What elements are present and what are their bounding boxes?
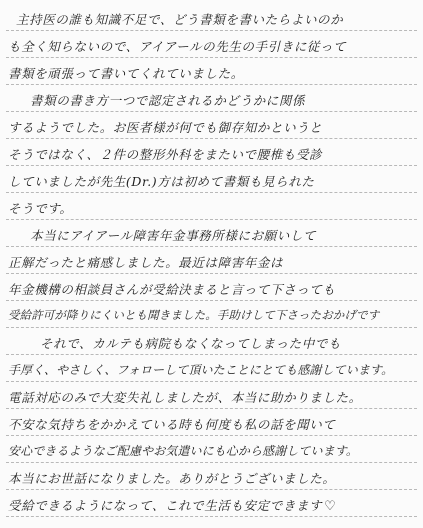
ruled-line	[6, 111, 417, 112]
letter-line-18: 本当にお世話になりました。ありがとうございました。	[8, 471, 336, 486]
letter-line-4: 書類の書き方一つで認定されるかどうかに関係	[30, 93, 306, 108]
letter-line-12: 受給許可が降りにくいとも聞きました。手助けして下さったおかげです	[8, 308, 380, 322]
ruled-line	[6, 516, 417, 517]
ruled-line	[6, 354, 417, 355]
ruled-line	[6, 57, 417, 58]
letter-line-17: 安心できるようなご配慮やお気遣いにも心から感謝しています。	[8, 444, 358, 458]
letter-line-6: そうではなく、２件の整形外科をまたいで腰椎も受診	[8, 147, 323, 162]
letter-line-9: 本当にアイアール障害年金事務所様にお願いして	[30, 228, 317, 243]
ruled-line	[6, 327, 417, 328]
heart-icon: ♡	[324, 499, 337, 514]
ruled-line	[6, 30, 417, 31]
ruled-line	[6, 408, 417, 409]
ruled-line	[6, 84, 417, 85]
letter-line-19: 受給できるようになって、これで生活も安定できます	[8, 498, 323, 513]
ruled-line	[6, 273, 417, 274]
letter-line-3: 書類を頑張って書いてくれていました。	[8, 66, 244, 81]
letter-line-16: 不安な気持ちをかかえている時も何度も私の話を聞いて	[8, 417, 336, 432]
letter-line-15: 電話対応のみで大変失礼しましたが、本当に助かりました。	[8, 390, 362, 405]
letter-line-7: していましたが先生(Dr.)方は初めて書類も見られた	[8, 174, 315, 189]
letter-line-13: それで、カルテも病院もなくなってしまった中でも	[40, 336, 342, 351]
letter-line-1: 主持医の誰も知識不足で、どう書類を書いたらよいのか	[16, 12, 344, 27]
ruled-line	[6, 192, 417, 193]
letter-line-2: も全く知らないので、アイアールの先生の手引きに従って	[8, 39, 347, 54]
ruled-line	[6, 462, 417, 463]
ruled-line	[6, 219, 417, 220]
letter-line-5: するようでした。お医者様が何でも御存知かというと	[8, 120, 323, 135]
ruled-line	[6, 246, 417, 247]
letter-line-19-wrap	[8, 496, 336, 514]
letter-line-10: 正解だったと痛感しました。最近は障害年金は	[8, 255, 284, 270]
letter-line-11: 年金機構の相談員さんが受給決まると言って下さっても	[8, 282, 336, 297]
ruled-line	[6, 381, 417, 382]
ruled-line	[6, 165, 417, 166]
letter-line-8: そうです。	[8, 201, 73, 216]
letter-line-14: 手厚く、やさしく、フォローして頂いたことにとても感謝しています。	[8, 363, 394, 377]
ruled-line	[6, 489, 417, 490]
ruled-line	[6, 435, 417, 436]
ruled-line	[6, 138, 417, 139]
ruled-line	[6, 300, 417, 301]
